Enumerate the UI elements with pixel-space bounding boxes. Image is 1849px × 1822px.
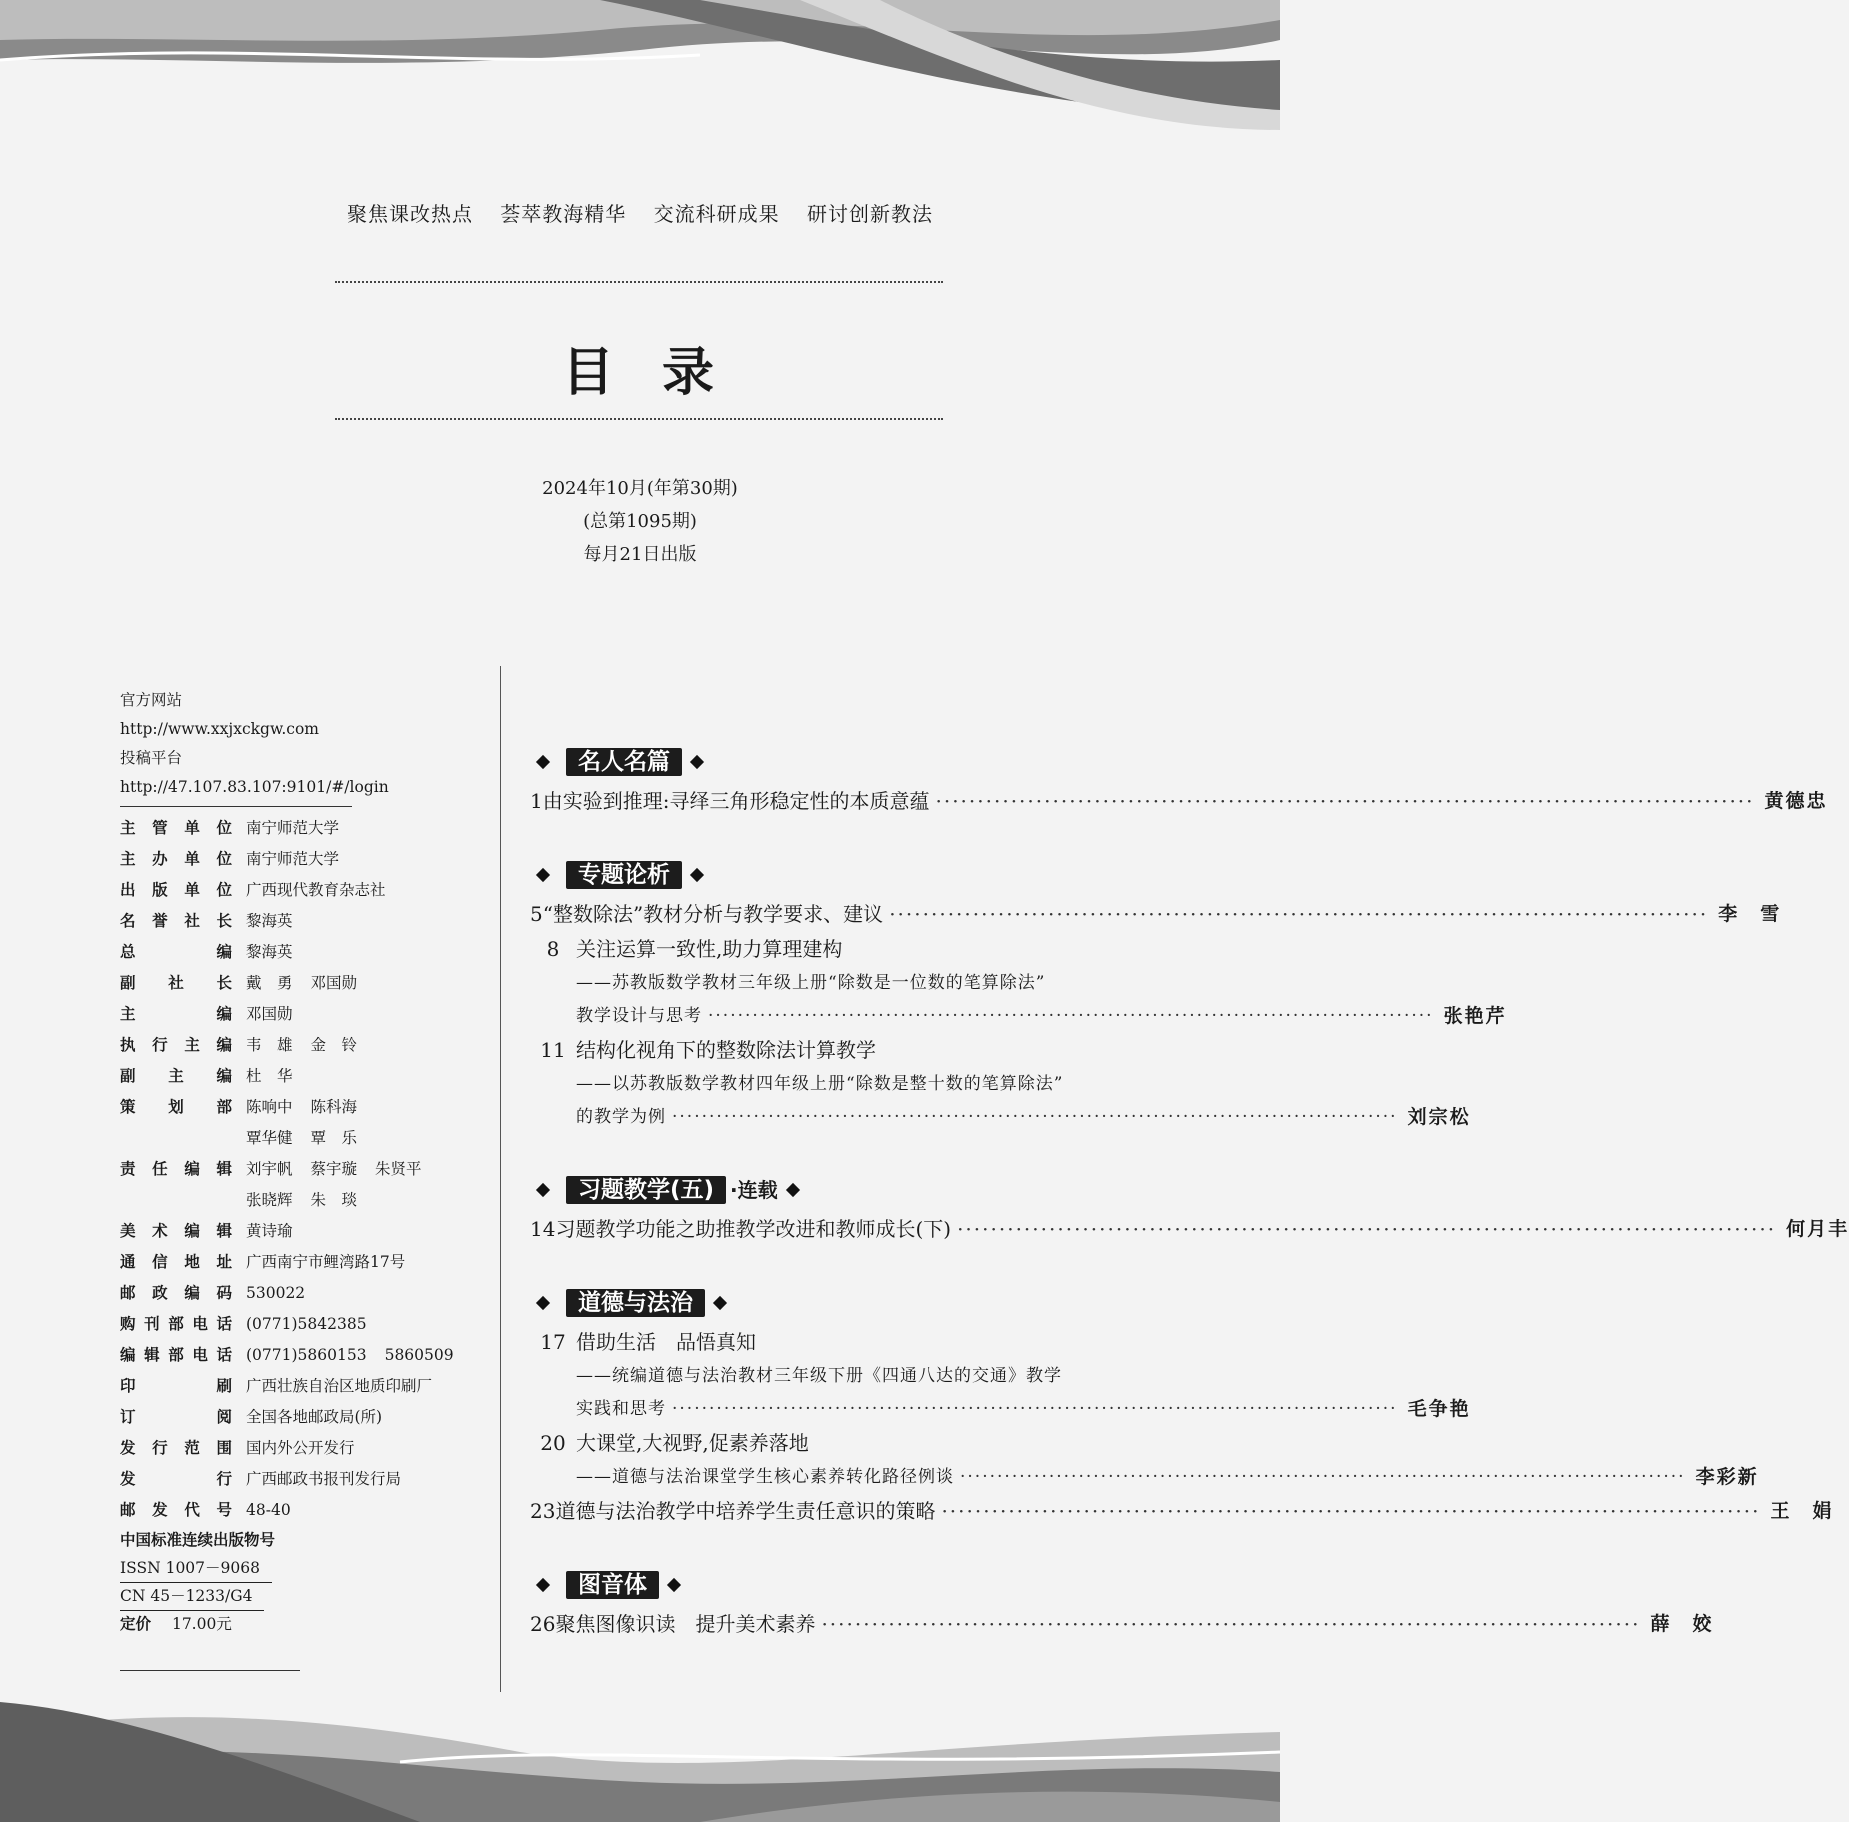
masthead-value-item: 刘宇帆 (246, 1160, 293, 1178)
masthead-row-label: 主编 (120, 1005, 232, 1023)
masthead (120, 686, 480, 1638)
masthead-row-value (246, 1154, 480, 1185)
masthead-divider (120, 806, 352, 807)
toc-page-number: 17 (540, 1330, 566, 1354)
masthead-row (120, 875, 480, 906)
masthead-row-label: 执行主编 (120, 1036, 232, 1054)
section-gap (530, 819, 1170, 849)
masthead-value-item: 黎海英 (246, 912, 293, 930)
column-divider (500, 666, 501, 1692)
toc-entry (530, 932, 1170, 967)
masthead-row-value (246, 1030, 480, 1061)
masthead-value-item: 全国各地邮政局(所) (246, 1408, 383, 1426)
toc-subtitle-line (530, 1461, 1759, 1494)
masthead-row (120, 1495, 480, 1526)
toc-title: 关注运算一致性,助力算理建构 (576, 937, 843, 961)
price-label: 定价 (120, 1615, 152, 1633)
cn-number: CN 45－1233/G4 (120, 1582, 264, 1611)
masthead-row (120, 1030, 480, 1061)
website-label: 官方网站 (120, 691, 183, 709)
masthead-row-value (246, 1433, 480, 1464)
toc-author: 张艳芹 (1443, 1005, 1507, 1027)
masthead-value-item: 广西邮政书报刊发行局 (246, 1470, 402, 1488)
masthead-row-label: 策划部 (120, 1098, 232, 1116)
toc-entry (530, 1212, 1849, 1247)
section-gap (530, 1134, 1170, 1164)
masthead-value-item: 广西壮族自治区地质印刷厂 (246, 1377, 433, 1395)
toc-leader-dots: ·································································································· (672, 1107, 1398, 1127)
masthead-value-item: 张晓辉 (246, 1191, 293, 1209)
section-header (530, 1571, 1170, 1601)
masthead-row-value (246, 1216, 480, 1247)
masthead-row-label: 名誉社长 (120, 912, 232, 930)
masthead-value-item: 黄诗瑜 (246, 1222, 293, 1240)
toc-leader-dots: ·································································································· (960, 1467, 1686, 1487)
toc-leader-dots: ·································································································· (935, 789, 1755, 813)
masthead-row-value (246, 1092, 480, 1123)
masthead-row-value (246, 1402, 480, 1433)
masthead-row (120, 968, 480, 999)
masthead-row-value (246, 1371, 480, 1402)
masthead-row (120, 1309, 480, 1340)
masthead-value-item: 邓国勋 (246, 1005, 293, 1023)
masthead-row-value (246, 813, 480, 844)
masthead-value-item: 覃 乐 (310, 1129, 358, 1147)
masthead-row (120, 1340, 480, 1371)
masthead-row-label: 印刷 (120, 1377, 232, 1395)
masthead-value-item: 戴 勇 (246, 974, 293, 992)
section-label: 名人名篇 (566, 748, 682, 776)
masthead-value-item: 5860509 (384, 1346, 454, 1364)
masthead-row-value (246, 1185, 480, 1216)
toc-subtitle: ——统编道德与法治教材三年级下册《四通八达的交通》教学 (576, 1366, 1062, 1386)
toc-entry (530, 1426, 1170, 1461)
masthead-row (120, 906, 480, 937)
price-value: 17.00元 (171, 1615, 232, 1633)
toc-subtitle-line (530, 1000, 1507, 1033)
masthead-row-label: 主管单位 (120, 819, 232, 837)
masthead-value-item: 朱 琰 (310, 1191, 358, 1209)
masthead-value-item: (0771)5842385 (246, 1315, 367, 1333)
toc-author: 毛争艳 (1407, 1398, 1471, 1420)
toc-author: 李彩新 (1695, 1466, 1759, 1488)
masthead-row-value (246, 1464, 480, 1495)
toc-leader-dots: ·································································································· (672, 1399, 1398, 1419)
toc-subtitle-line (530, 1393, 1471, 1426)
submit-label: 投稿平台 (120, 749, 183, 767)
masthead-value-item: (0771)5860153 (246, 1346, 367, 1364)
toc-leader-dots: ·································································································· (821, 1612, 1641, 1636)
bottom-wave-decoration (0, 1662, 1280, 1822)
diamond-icon (667, 1578, 681, 1592)
toc-title: “整数除法”教材分析与教学要求、建议 (542, 902, 884, 926)
toc-entry (530, 1494, 1834, 1529)
slogan-4: 研讨创新教法 (807, 202, 934, 226)
top-wave-decoration (0, 0, 1280, 140)
toc-subtitle: 的教学为例 (576, 1107, 666, 1127)
masthead-row-label: 购刊部电话 (120, 1315, 232, 1333)
diamond-icon (536, 868, 550, 882)
diamond-icon (536, 1296, 550, 1310)
masthead-row (120, 1154, 480, 1185)
toc-author: 李 雪 (1718, 903, 1782, 925)
submit-url: http://47.107.83.107:9101/#/login (120, 778, 389, 796)
masthead-row (120, 813, 480, 844)
masthead-row-label: 美术编辑 (120, 1222, 232, 1240)
dotted-divider-bottom (335, 418, 943, 420)
masthead-row-label: 副主编 (120, 1067, 232, 1085)
masthead-row-value (246, 906, 480, 937)
slogan-line (0, 198, 1280, 227)
masthead-row-label: 编辑部电话 (120, 1346, 232, 1364)
masthead-value-item: 48-40 (246, 1501, 291, 1519)
issue-schedule: 每月21日出版 (583, 544, 697, 565)
diamond-icon (536, 1578, 550, 1592)
masthead-value-item: 陈科海 (310, 1098, 358, 1116)
masthead-value-item: 广西现代教育杂志社 (246, 881, 386, 899)
masthead-value-item: 杜 华 (246, 1067, 293, 1085)
diamond-icon (690, 868, 704, 882)
issue-info (0, 472, 1280, 571)
diamond-icon (536, 755, 550, 769)
slogan-2: 荟萃教海精华 (500, 202, 627, 226)
section-label: 习题教学(五) (566, 1176, 726, 1204)
section-header (530, 1289, 1170, 1319)
issue-total: (总第1095期) (583, 511, 697, 532)
toc-subtitle: ——苏教版数学教材三年级上册“除数是一位数的笔算除法” (576, 973, 1046, 993)
masthead-row-label: 主办单位 (120, 850, 232, 868)
masthead-value-item: 陈响中 (246, 1098, 293, 1116)
masthead-value-item: 朱贤平 (375, 1160, 422, 1178)
masthead-value-item: 蔡宇璇 (310, 1160, 358, 1178)
section-suffix: ·连载 (730, 1178, 778, 1202)
toc-subtitle-line (530, 1101, 1471, 1134)
masthead-row (120, 1123, 480, 1154)
masthead-row-label: 订阅 (120, 1408, 232, 1426)
toc-entry (530, 784, 1828, 819)
toc-author: 黄德忠 (1764, 790, 1828, 812)
toc-page-number: 20 (540, 1431, 566, 1455)
masthead-row-value (246, 968, 480, 999)
toc-entry (530, 1607, 1714, 1642)
toc-subtitle: ——以苏教版数学教材四年级上册“除数是整十数的笔算除法” (576, 1074, 1064, 1094)
toc-title: 道德与法治教学中培养学生责任意识的策略 (555, 1499, 936, 1523)
masthead-row-label: 发行范围 (120, 1439, 232, 1457)
masthead-row-label (120, 1185, 232, 1216)
masthead-bottom-rule (120, 1670, 300, 1671)
website-url: http://www.xxjxckgw.com (120, 720, 320, 738)
masthead-row-value (246, 1061, 480, 1092)
diamond-icon (536, 1183, 550, 1197)
toc-title: 结构化视角下的整数除法计算教学 (576, 1038, 876, 1062)
serial-label: 中国标准连续出版物号 (120, 1531, 276, 1549)
masthead-row (120, 1216, 480, 1247)
toc-page-number: 1 (530, 789, 543, 813)
toc-title: 习题教学功能之助推教学改进和教师成长(下) (555, 1217, 952, 1241)
toc-author: 刘宗松 (1407, 1106, 1471, 1128)
toc-subtitle: 实践和思考 (576, 1399, 666, 1419)
toc-leader-dots: ·································································································· (957, 1217, 1777, 1241)
dotted-divider-top (335, 281, 943, 283)
masthead-value-item: 覃华健 (246, 1129, 293, 1147)
masthead-row (120, 844, 480, 875)
masthead-row-label: 发行 (120, 1470, 232, 1488)
toc-title: 由实验到推理:寻绎三角形稳定性的本质意蕴 (542, 789, 930, 813)
section-gap (530, 1529, 1170, 1559)
toc-page-number: 23 (530, 1499, 556, 1523)
table-of-contents (530, 748, 1849, 1642)
masthead-value-item: 黎海英 (246, 943, 293, 961)
diamond-icon (786, 1183, 800, 1197)
masthead-row (120, 1092, 480, 1123)
diamond-icon (713, 1296, 727, 1310)
masthead-row (120, 999, 480, 1030)
toc-page-number: 5 (530, 902, 543, 926)
toc-page-number: 26 (530, 1612, 556, 1636)
masthead-row-value (246, 1495, 480, 1526)
masthead-info-rows (120, 813, 480, 1526)
masthead-row-label: 邮发代号 (120, 1501, 232, 1519)
toc-subtitle: 教学设计与思考 (576, 1006, 702, 1026)
section-label: 道德与法治 (566, 1289, 705, 1317)
masthead-row (120, 937, 480, 968)
issue-date: 2024年10月(年第30期) (542, 478, 738, 499)
masthead-row-label: 通信地址 (120, 1253, 232, 1271)
masthead-value-item: 南宁师范大学 (246, 819, 340, 837)
masthead-value-item: 金 铃 (310, 1036, 358, 1054)
toc-page-number: 8 (546, 937, 560, 961)
masthead-row-label: 出版单位 (120, 881, 232, 899)
masthead-value-item: 南宁师范大学 (246, 850, 340, 868)
masthead-row (120, 1371, 480, 1402)
masthead-value-item: 韦 雄 (246, 1036, 293, 1054)
price-row (120, 1610, 480, 1638)
toc-subtitle: ——道德与法治课堂学生核心素养转化路径例谈 (576, 1467, 954, 1487)
masthead-value-item: 广西南宁市鲤湾路17号 (246, 1253, 406, 1271)
page-title (0, 330, 1280, 405)
masthead-row (120, 1278, 480, 1309)
masthead-row (120, 1247, 480, 1278)
title-char-1: 目 (561, 343, 618, 403)
masthead-row-label: 总编 (120, 943, 232, 961)
masthead-value-item: 530022 (246, 1284, 306, 1302)
issn-number: ISSN 1007－9068 (120, 1554, 272, 1583)
masthead-value-item: 国内外公开发行 (246, 1439, 355, 1457)
section-label: 图音体 (566, 1571, 659, 1599)
diamond-icon (690, 755, 704, 769)
toc-entry (530, 897, 1782, 932)
masthead-row-value (246, 844, 480, 875)
toc-page-number: 11 (540, 1038, 566, 1062)
masthead-row (120, 1464, 480, 1495)
masthead-row (120, 1402, 480, 1433)
toc-page-number: 14 (530, 1217, 556, 1241)
masthead-row-value (246, 1123, 480, 1154)
toc-author: 王 娟 (1770, 1500, 1834, 1522)
toc-title: 聚焦图像识读 提升美术素养 (555, 1612, 816, 1636)
slogan-3: 交流科研成果 (653, 202, 780, 226)
toc-leader-dots: ·································································································· (708, 1006, 1434, 1026)
masthead-row-value (246, 1340, 480, 1371)
toc-title: 大课堂,大视野,促素养落地 (576, 1431, 809, 1455)
toc-author: 薛 姣 (1650, 1613, 1714, 1635)
masthead-row (120, 1433, 480, 1464)
masthead-row-label (120, 1123, 232, 1154)
masthead-row-value (246, 999, 480, 1030)
masthead-row-value (246, 1247, 480, 1278)
section-header (530, 861, 1170, 891)
section-label: 专题论析 (566, 861, 682, 889)
toc-entry (530, 1033, 1170, 1068)
masthead-row-label: 责任编辑 (120, 1160, 232, 1178)
masthead-row-value (246, 937, 480, 968)
toc-author: 何月丰 (1786, 1218, 1849, 1240)
masthead-value-item: 邓国勋 (310, 974, 358, 992)
toc-leader-dots: ·································································································· (941, 1499, 1761, 1523)
slogan-1: 聚焦课改热点 (346, 202, 473, 226)
masthead-row (120, 1061, 480, 1092)
toc-entry (530, 1325, 1170, 1360)
toc-title: 借助生活 品悟真知 (576, 1330, 756, 1354)
title-char-2: 录 (662, 343, 719, 403)
masthead-row-label: 副社长 (120, 974, 232, 992)
masthead-row-value (246, 1278, 480, 1309)
section-header (530, 748, 1170, 778)
section-gap (530, 1247, 1170, 1277)
masthead-row-label: 邮政编码 (120, 1284, 232, 1302)
masthead-row-value (246, 1309, 480, 1340)
masthead-row (120, 1185, 480, 1216)
masthead-row-value (246, 875, 480, 906)
toc-leader-dots: ·································································································· (889, 902, 1709, 926)
section-header (530, 1176, 1170, 1206)
